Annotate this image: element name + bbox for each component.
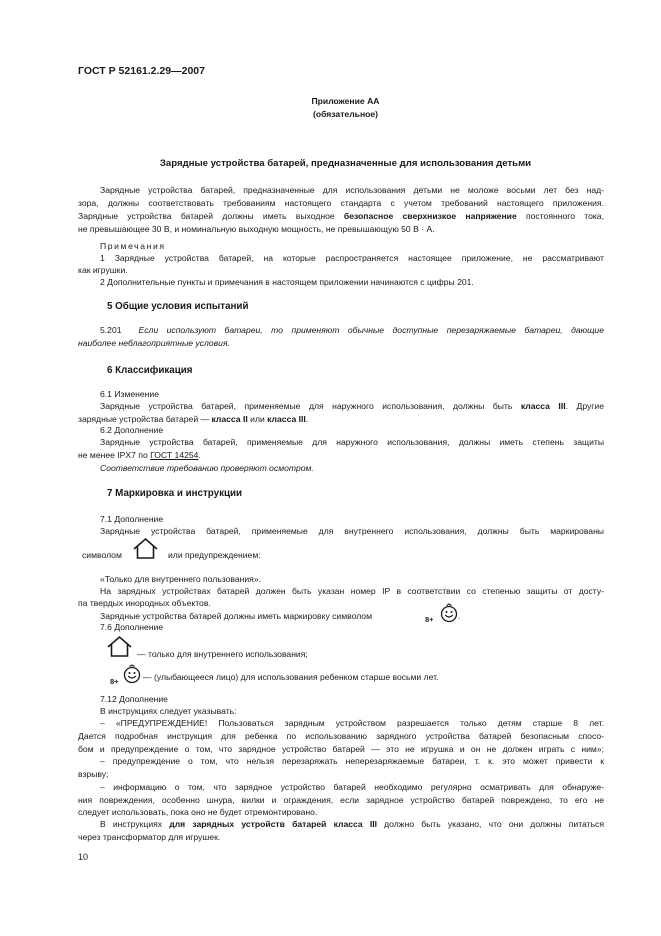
- section-5-title: 5 Общие условия испытаний: [107, 301, 249, 312]
- gost-14254-link[interactable]: ГОСТ 14254: [150, 450, 199, 460]
- warning-line-3: бом и предупреждение о том, что зарядное устройство батарей — это не игрушка и он не должен играть с ним»;: [78, 744, 604, 754]
- warning-label: или предупреждением:: [168, 550, 261, 560]
- house-symbol-description: — только для внутреннего использования;: [137, 649, 308, 659]
- note-1-line-1: 1 Зарядные устройства батарей, на которые распространяется настоящее приложение, не рассматривают: [100, 253, 604, 263]
- warning-line-6: – информацию о том, что зарядное устройство батарей необходимо регулярно осматривать для обнаруже-: [100, 782, 604, 792]
- marking-requirement: Зарядные устройства батарей должны иметь маркировку символом: [100, 611, 372, 621]
- indoor-quote: «Только для внутреннего пользования».: [100, 574, 261, 584]
- clause-6-2-line-1: Зарядные устройства батарей, применяемые для наружного использования, должны иметь степень защиты: [100, 437, 604, 447]
- clause-6-2-verification: Соответствие требованию проверяют осмотром.: [100, 463, 314, 473]
- warning-line-2: Дается подробная инструкция для ребенка по использованию зарядного устройства батарей безопасным спосо-: [78, 731, 604, 741]
- clause-7-1: 7.1 Дополнение: [100, 514, 164, 524]
- intro-line-4: не превышающее 30 В, и номинальную выходную мощность, не превышающую 50 В · А.: [78, 224, 435, 234]
- clause-6-1-line-2: зарядные устройства батарей — класса II или класса III.: [78, 414, 309, 424]
- clause-6-2-line-2: не менее IPX7 по ГОСТ 14254.: [78, 450, 201, 460]
- annex-status: (обязательное): [312, 109, 379, 119]
- age-8-plus-label: 8+: [425, 615, 434, 624]
- clause-6-1-line-1: Зарядные устройства батарей, применяемые для наружного использования, должны быть класса III. Другие: [100, 401, 605, 411]
- clause-7-6: 7.6 Дополнение: [100, 622, 164, 632]
- ip-requirement-line-2: па твердых инородных объектов.: [78, 598, 211, 608]
- warning-line-4: – предупреждение о том, что нельзя перезаряжать неперезаряжаемые батареи, т. к. это может привести к: [100, 756, 604, 766]
- section-7-title: 7 Маркировка и инструкции: [107, 488, 243, 499]
- smiley-face-icon: [439, 603, 459, 623]
- final-line-1: В инструкциях для зарядных устройств батарей класса III должно быть указано, что они должны питаться: [100, 819, 604, 829]
- warning-line-8: следует использовать, пока оно не будет отремонтировано.: [78, 807, 318, 817]
- house-icon: [106, 635, 133, 659]
- clause-5-201-line-1: 5.201 Если используют батареи, то применяют обычные доступные перезаряжаемые батареи, дающие: [100, 325, 604, 335]
- ip-requirement-line-1: На зарядных устройствах батарей должен быть указан номер IP в соответствии со степенью защиты от досту-: [100, 586, 604, 596]
- symbol-label: символом: [82, 550, 122, 560]
- notes-heading: Примечания: [100, 241, 166, 251]
- marking-period: .: [458, 611, 461, 621]
- clause-7-12: 7.12 Дополнение: [100, 694, 168, 704]
- smiley-symbol-description: — (улыбающееся лицо) для использования ребенком старше восьми лет.: [143, 672, 439, 682]
- annex-title: Приложение АА: [311, 96, 380, 106]
- warning-line-7: ния повреждения, особенно шнура, вилки и ограждения, если зарядное устройство батарей повреждено, то его не: [78, 795, 604, 805]
- section-6-title: 6 Классификация: [107, 365, 193, 376]
- intro-line-3: Зарядные устройства батарей должны иметь выходное безопасное сверхнизкое напряжение постоянного тока,: [78, 211, 604, 221]
- clause-5-201-line-2: наиболее неблагоприятные условия.: [78, 338, 230, 348]
- note-2: 2 Дополнительные пункты и примечания в настоящем приложении начинаются с цифры 201.: [100, 277, 474, 287]
- page-number: 10: [78, 852, 89, 862]
- clause-7-1-line-1: Зарядные устройства батарей, применяемые для внутреннего использования, должны быть маркированы: [100, 526, 604, 536]
- warning-line-5: взрыву;: [78, 769, 109, 779]
- clause-6-2: 6.2 Дополнение: [100, 425, 164, 435]
- final-line-2: через трансформатор для игрушек.: [78, 832, 221, 842]
- intro-line-2: зора, должны соответствовать требованиям настоящего стандарта с учетом требований настоящего приложения.: [78, 198, 604, 208]
- age-8-plus-label: 8+: [110, 677, 119, 686]
- smiley-face-icon: [122, 664, 142, 684]
- instructions-intro: В инструкциях следует указывать:: [100, 706, 237, 716]
- house-icon: [132, 537, 159, 561]
- document-number: ГОСТ Р 52161.2.29—2007: [78, 65, 205, 77]
- main-title: Зарядные устройства батарей, предназначенные для использования детьми: [159, 158, 532, 169]
- clause-6-1: 6.1 Изменение: [100, 389, 159, 399]
- warning-line-1: – «ПРЕДУПРЕЖДЕНИЕ! Пользоваться зарядным устройством разрешается только детям старше 8 лет.: [100, 718, 604, 728]
- note-1-line-2: как игрушки.: [78, 265, 128, 275]
- intro-line-1: Зарядные устройства батарей, предназначенные для использования детьми не моложе восьми лет без над-: [100, 185, 604, 195]
